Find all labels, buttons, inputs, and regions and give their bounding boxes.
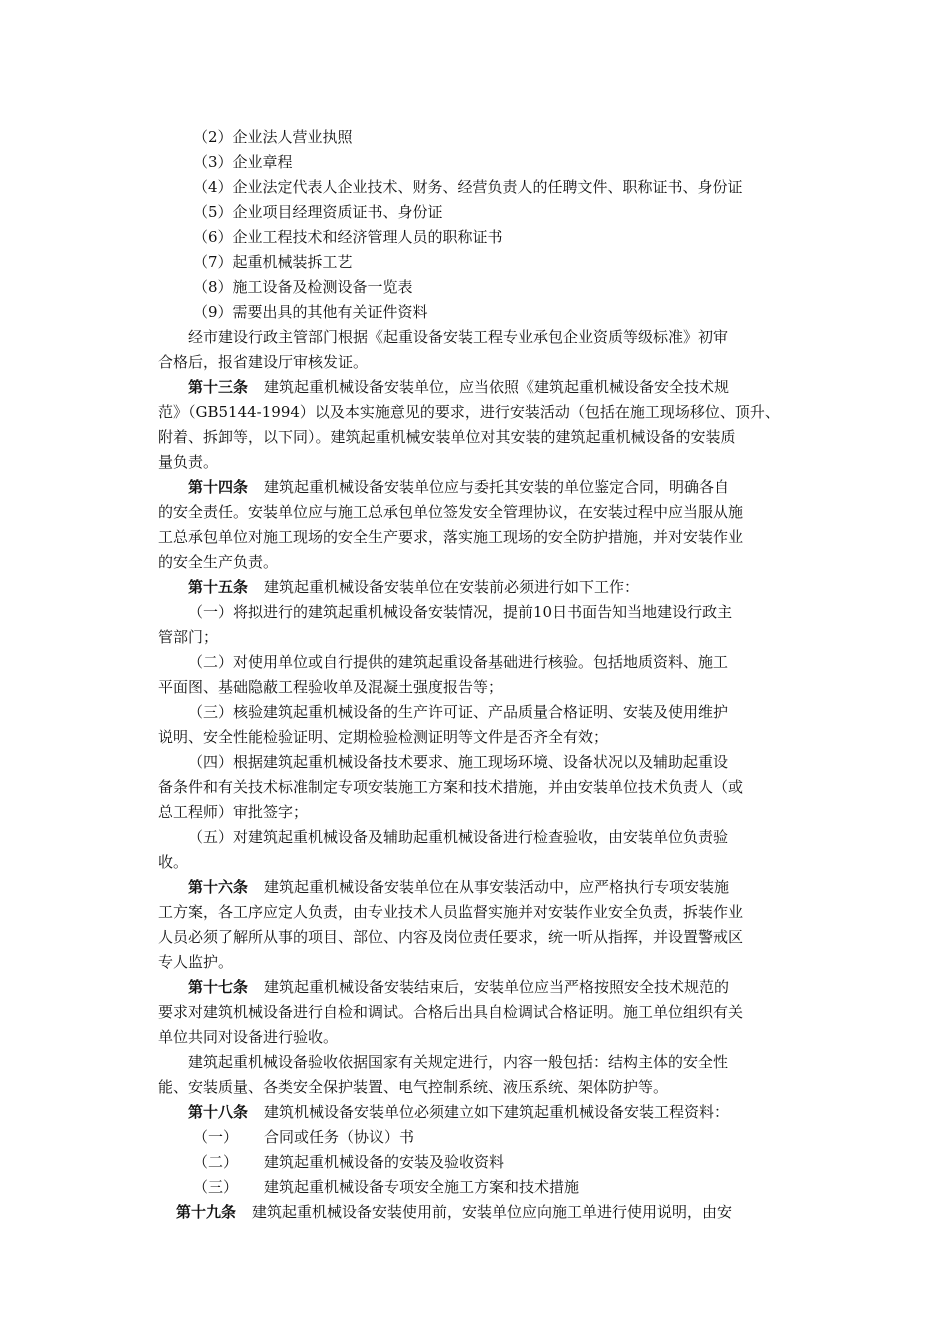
list-item: （8）施工设备及检测设备一览表 xyxy=(193,278,413,296)
list-item-number: （二） xyxy=(193,1153,239,1171)
article-17-title: 第十七条 xyxy=(188,978,249,996)
paragraph-line: （二）对使用单位或自行提供的建筑起重设备基础进行核验。包括地质资料、施工 xyxy=(188,653,729,671)
paragraph-line: 量负责。 xyxy=(158,453,219,471)
paragraph-line: （一）将拟进行的建筑起重机械设备安装情况，提前10日书面告知当地建设行政主 xyxy=(188,603,733,621)
list-item: （6）企业工程技术和经济管理人员的职称证书 xyxy=(193,228,503,246)
paragraph-line: 要求对建筑机械设备进行自检和调试。合格后出具自检调试合格证明。施工单位组织有关 xyxy=(158,1003,744,1021)
paragraph-line: 备条件和有关技术标准制定专项安装施工方案和技术措施，并由安装单位技术负责人（或 xyxy=(158,778,744,796)
paragraph-line: 收。 xyxy=(158,853,189,871)
paragraph-line: 的安全责任。安装单位应与施工总承包单位签发安全管理协议，在安装过程中应当服从施 xyxy=(158,503,744,521)
article-16-title: 第十六条 xyxy=(188,878,249,896)
paragraph-line: 说明、安全性能检验证明、定期检验检测证明等文件是否齐全有效； xyxy=(158,728,609,746)
list-item-text: 建筑起重机械设备的安装及验收资料 xyxy=(264,1153,505,1171)
list-item xyxy=(0,1177,950,1197)
paragraph-line: 的安全生产负责。 xyxy=(158,553,279,571)
article-15-title: 第十五条 xyxy=(188,578,249,596)
list-item xyxy=(0,1127,950,1147)
article-13-title: 第十三条 xyxy=(188,378,249,396)
article-14-title: 第十四条 xyxy=(188,478,249,496)
article-13-text: 建筑起重机械设备安装单位，应当依照《建筑起重机械设备安全技术规 xyxy=(264,378,730,396)
article-14-text: 建筑起重机械设备安装单位应与委托其安装的单位鉴定合同，明确各自 xyxy=(264,478,730,496)
article-13-line xyxy=(0,377,950,397)
list-item: （5）企业项目经理资质证书、身份证 xyxy=(193,203,443,221)
list-item: （2）企业法人营业执照 xyxy=(193,128,353,146)
paragraph-line: 总工程师）审批签字； xyxy=(158,803,309,821)
list-item xyxy=(0,1152,950,1172)
paragraph-line: （五）对建筑起重机械设备及辅助起重机械设备进行检查验收，由安装单位负责验 xyxy=(188,828,729,846)
article-19-line xyxy=(0,1202,950,1222)
list-item: （7）起重机械装拆工艺 xyxy=(193,253,353,271)
article-18-text: 建筑机械设备安装单位必须建立如下建筑起重机械设备安装工程资料： xyxy=(264,1103,730,1121)
list-item-number: （三） xyxy=(193,1178,239,1196)
paragraph-line: 附着、拆卸等，以下同）。建筑起重机械安装单位对其安装的建筑起重机械设备的安装质 xyxy=(158,428,736,446)
paragraph-line: 能、安装质量、各类安全保护装置、电气控制系统、液压系统、架体防护等。 xyxy=(158,1078,669,1096)
article-17-text: 建筑起重机械设备安装结束后，安装单位应当严格按照安全技术规范的 xyxy=(264,978,730,996)
paragraph-line: 工总承包单位对施工现场的安全生产要求，落实施工现场的安全防护措施，并对安装作业 xyxy=(158,528,744,546)
article-16-text: 建筑起重机械设备安装单位在从事安装活动中，应严格执行专项安装施 xyxy=(264,878,730,896)
article-18-title: 第十八条 xyxy=(188,1103,249,1121)
paragraph-line: 工方案，各工序应定人负责，由专业技术人员监督实施并对安装作业安全负责，拆装作业 xyxy=(158,903,744,921)
paragraph-line: 范》（GB5144-1994）以及本实施意见的要求，进行安装活动（包括在施工现场移位、顶升、 xyxy=(158,403,780,421)
list-item: （9）需要出具的其他有关证件资料 xyxy=(193,303,428,321)
paragraph-line: 平面图、基础隐蔽工程验收单及混凝土强度报告等； xyxy=(158,678,504,696)
article-18-line xyxy=(0,1102,950,1122)
article-16-line xyxy=(0,877,950,897)
article-15-line xyxy=(0,577,950,597)
article-17-line xyxy=(0,977,950,997)
article-15-text: 建筑起重机械设备安装单位在安装前必须进行如下工作： xyxy=(264,578,640,596)
list-item-text: 建筑起重机械设备专项安全施工方案和技术措施 xyxy=(264,1178,580,1196)
article-19-text: 建筑起重机械设备安装使用前，安装单位应向施工单进行使用说明，由安 xyxy=(252,1203,733,1221)
paragraph-line: 专人监护。 xyxy=(158,953,234,971)
list-item-text: 合同或任务（协议）书 xyxy=(264,1128,415,1146)
list-item: （3）企业章程 xyxy=(193,153,293,171)
paragraph-line: 经市建设行政主管部门根据《起重设备安装工程专业承包企业资质等级标准》初审 xyxy=(188,328,729,346)
paragraph-line: 人员必须了解所从事的项目、部位、内容及岗位责任要求，统一听从指挥，并设置警戒区 xyxy=(158,928,744,946)
paragraph-line: 管部门； xyxy=(158,628,219,646)
paragraph-line: 单位共同对设备进行验收。 xyxy=(158,1028,339,1046)
paragraph-line: （四）根据建筑起重机械设备技术要求、施工现场环境、设备状况以及辅助起重设 xyxy=(188,753,729,771)
list-item: （4）企业法定代表人企业技术、财务、经营负责人的任聘文件、职称证书、身份证 xyxy=(193,178,743,196)
list-item-number: （一） xyxy=(193,1128,239,1146)
article-14-line xyxy=(0,477,950,497)
paragraph-line: （三）核验建筑起重机械设备的生产许可证、产品质量合格证明、安装及使用维护 xyxy=(188,703,729,721)
paragraph-line: 建筑起重机械设备验收依据国家有关规定进行，内容一般包括：结构主体的安全性 xyxy=(188,1053,729,1071)
article-19-title: 第十九条 xyxy=(176,1203,237,1221)
paragraph-line: 合格后，报省建设厅审核发证。 xyxy=(158,353,369,371)
